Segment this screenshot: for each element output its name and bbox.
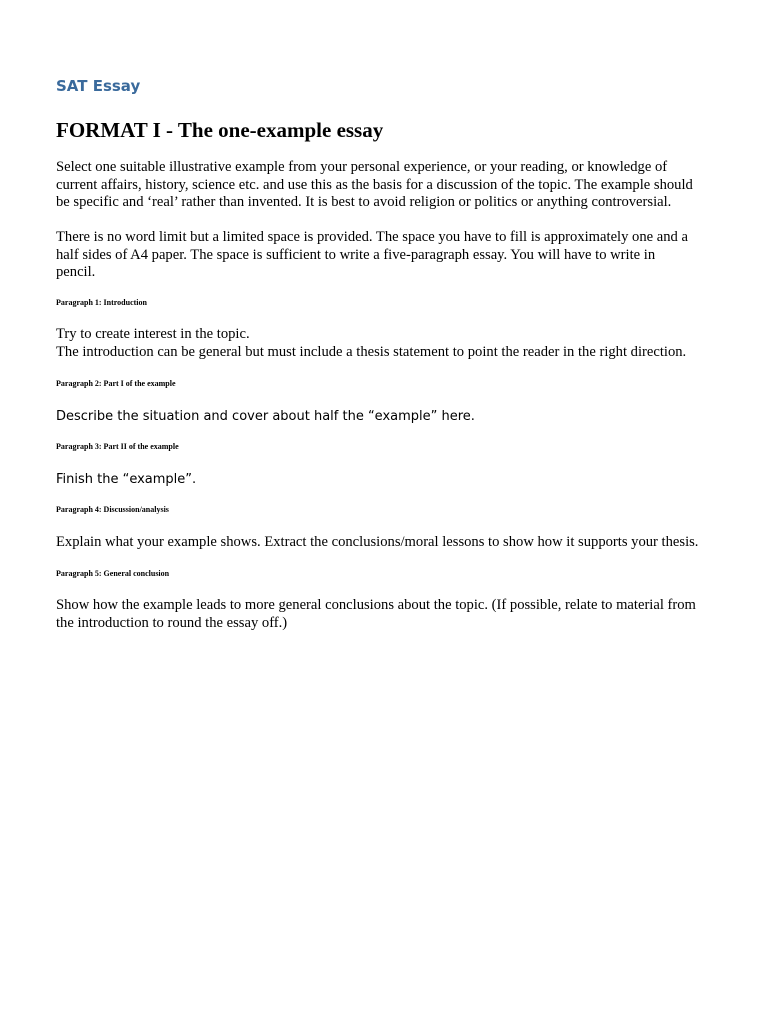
document-title: FORMAT I - The one-example essay [56, 118, 384, 142]
paragraph-4-text [56, 534, 724, 552]
paragraph-5-line-1: Show how the example leads to more general conclusions about the topic. (If possible, relate to material from [56, 597, 696, 613]
limit-line-3: pencil. [56, 264, 96, 281]
paragraph-1-line-1: Try to create interest in the topic. [56, 326, 250, 342]
paragraph-2-text [56, 408, 724, 426]
intro-paragraph [56, 159, 724, 212]
paragraph-3-text [56, 471, 724, 489]
paragraph-5-text [56, 597, 724, 632]
paragraph-2-line-1: Describe the situation and cover about half the “example” here. [56, 409, 475, 424]
paragraph-2-label: Paragraph 2: Part I of the example [56, 379, 176, 388]
document-heading: SAT Essay [56, 77, 141, 95]
paragraph-4-line-1: Explain what your example shows. Extract the conclusions/moral lessons to show how it supports your thesis. [56, 534, 699, 550]
limit-paragraph [56, 229, 724, 282]
intro-line-1: Select one suitable illustrative example from your personal experience, or your reading, or knowledge of [56, 159, 668, 175]
paragraph-4-label: Paragraph 4: Discussion/analysis [56, 505, 169, 514]
paragraph-1-text [56, 326, 724, 361]
paragraph-3-line-1: Finish the “example”. [56, 472, 197, 487]
limit-line-1: There is no word limit but a limited space is provided. The space you have to fill is approximately one and a [56, 229, 688, 245]
paragraph-3-label: Paragraph 3: Part II of the example [56, 442, 179, 451]
paragraph-1-label: Paragraph 1: Introduction [56, 298, 147, 307]
paragraph-1-line-2: The introduction can be general but must include a thesis statement to point the reader in the right direction. [56, 343, 687, 360]
paragraph-5-line-2: the introduction to round the essay off.) [56, 614, 288, 631]
limit-line-2: half sides of A4 paper. The space is sufficient to write a five-paragraph essay. You will have to write in [56, 246, 656, 263]
paragraph-5-label: Paragraph 5: General conclusion [56, 569, 170, 578]
intro-line-3: be specific and ‘real’ rather than invented. It is best to avoid religion or politics or anything controversial. [56, 194, 672, 211]
intro-line-2: current affairs, history, science etc. and use this as the basis for a discussion of the topic. The example should [56, 176, 693, 193]
